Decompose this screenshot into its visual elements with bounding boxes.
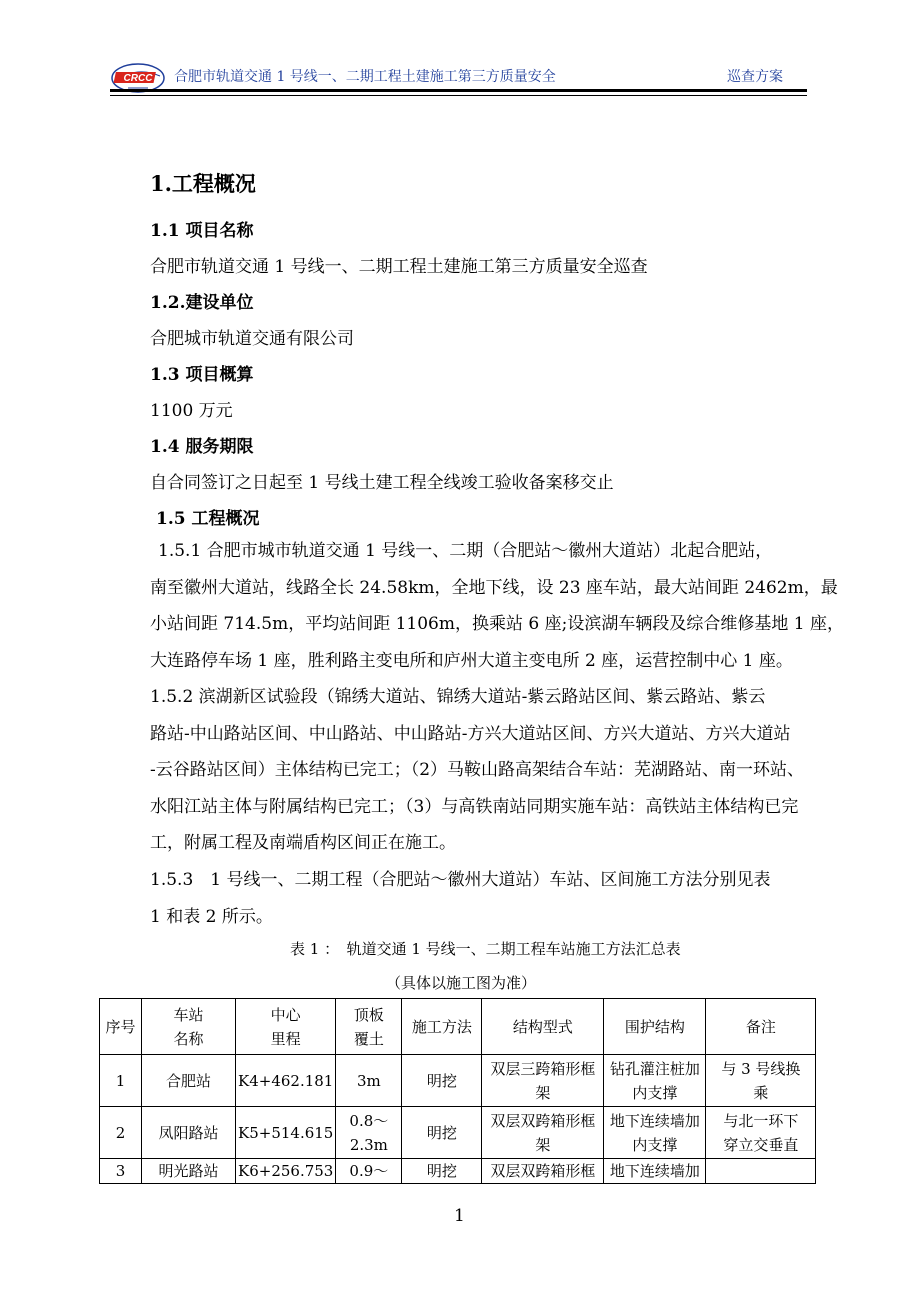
project-name: 合肥市轨道交通 1 号线一、二期工程土建施工第三方质量安全巡查 bbox=[150, 257, 648, 277]
subsection-heading: 1.2.建设单位 bbox=[150, 293, 254, 313]
header-doc-type: 巡查方案 bbox=[727, 69, 783, 85]
station-method-table bbox=[99, 998, 816, 1184]
service-period: 自合同签订之日起至 1 号线土建工程全线竣工验收备案移交止 bbox=[150, 473, 614, 493]
svg-text:CRCC: CRCC bbox=[123, 73, 153, 84]
table-cell: 明挖 bbox=[402, 1055, 482, 1107]
table-cell: 合肥站 bbox=[142, 1055, 236, 1107]
table-cell: 双层三跨箱形框 架 bbox=[482, 1055, 604, 1107]
subsection-heading: 1.1 项目名称 bbox=[150, 221, 254, 241]
table-row bbox=[100, 1107, 816, 1159]
paragraph-line: 大连路停车场 1 座，胜利路主变电所和庐州大道主变电所 2 座，运营控制中心 1 座。 bbox=[150, 650, 793, 671]
table-header-row bbox=[100, 999, 816, 1055]
paragraph-line: 小站间距 714.5m，平均站间距 1106m，换乘站 6 座;设滨湖车辆段及综合维修基地 1 座， bbox=[150, 614, 844, 634]
table-cell: 双层双跨箱形框 bbox=[482, 1159, 604, 1184]
table-cell: K5+514.615 bbox=[236, 1107, 336, 1159]
table-caption: 表 1 ： 轨道交通 1 号线一、二期工程车站施工方法汇总表 bbox=[290, 940, 681, 958]
paragraph-line: 1.5.1 合肥市城市轨道交通 1 号线一、二期（合肥站～徽州大道站）北起合肥站， bbox=[158, 541, 773, 561]
paragraph-1-5-1 bbox=[150, 533, 844, 679]
project-budget: 1100 万元 bbox=[150, 401, 233, 421]
paragraph-line: 路站-中山路站区间、中山路站、中山路站-方兴大道站区间、方兴大道站、方兴大道站 bbox=[150, 723, 791, 744]
table-cell: 钻孔灌注桩加 内支撑 bbox=[604, 1055, 706, 1107]
header-rule-thin bbox=[110, 95, 807, 96]
column-header: 顶板 覆土 bbox=[336, 999, 402, 1055]
section-heading: 1.工程概况 bbox=[150, 171, 256, 196]
table-cell: 与北一环下 穿立交垂直 bbox=[706, 1107, 816, 1159]
table-cell: 2 bbox=[100, 1107, 142, 1159]
column-header: 车站 名称 bbox=[142, 999, 236, 1055]
table-cell: K4+462.181 bbox=[236, 1055, 336, 1107]
table-cell: 0.8～ 2.3m bbox=[336, 1107, 402, 1159]
header-rule bbox=[110, 89, 807, 92]
subsection-heading: 1.3 项目概算 bbox=[150, 365, 254, 385]
table-cell: 3 bbox=[100, 1159, 142, 1184]
table-cell bbox=[706, 1159, 816, 1184]
table-cell: 明挖 bbox=[402, 1159, 482, 1184]
paragraph-line: 南至徽州大道站，线路全长 24.58km，全地下线，设 23 座车站，最大站间距 2462m，最 bbox=[150, 577, 838, 598]
table-cell: 地下连续墙加 内支撑 bbox=[604, 1107, 706, 1159]
paragraph-line: 1.5.3 1 号线一、二期工程（合肥站～徽州大道站）车站、区间施工方法分别见表 bbox=[150, 870, 771, 890]
page-number: 1 bbox=[454, 1206, 465, 1226]
table-cell: 地下连续墙加 bbox=[604, 1159, 706, 1184]
paragraph-1-5-2 bbox=[150, 679, 805, 862]
paragraph-line: 1 和表 2 所示。 bbox=[150, 906, 273, 927]
subsection-heading: 1.5 工程概况 bbox=[156, 509, 260, 529]
paragraph-line: 水阳江站主体与附属结构已完工；（3）与高铁南站同期实施车站：高铁站主体结构已完 bbox=[150, 796, 799, 817]
column-header: 备注 bbox=[706, 999, 816, 1055]
paragraph-1-5-3 bbox=[150, 862, 771, 935]
paragraph-line: 1.5.2 滨湖新区试验段（锦绣大道站、锦绣大道站-紫云路站区间、紫云路站、紫云 bbox=[150, 687, 766, 707]
table-row bbox=[100, 1159, 816, 1184]
table-cell: 明光路站 bbox=[142, 1159, 236, 1184]
table-subcaption: （具体以施工图为准） bbox=[386, 974, 537, 992]
construction-unit: 合肥城市轨道交通有限公司 bbox=[150, 329, 354, 349]
column-header: 序号 bbox=[100, 999, 142, 1055]
table-cell: 与 3 号线换 乘 bbox=[706, 1055, 816, 1107]
page-header bbox=[110, 58, 807, 98]
header-title: 合肥市轨道交通 1 号线一、二期工程土建施工第三方质量安全 bbox=[174, 69, 556, 85]
table-row bbox=[100, 1055, 816, 1107]
table-cell: 凤阳路站 bbox=[142, 1107, 236, 1159]
subsection-heading: 1.4 服务期限 bbox=[150, 437, 254, 457]
column-header: 中心 里程 bbox=[236, 999, 336, 1055]
column-header: 围护结构 bbox=[604, 999, 706, 1055]
column-header: 施工方法 bbox=[402, 999, 482, 1055]
table-cell: 双层双跨箱形框 架 bbox=[482, 1107, 604, 1159]
table-cell: 明挖 bbox=[402, 1107, 482, 1159]
table-cell: 1 bbox=[100, 1055, 142, 1107]
table-cell: K6+256.753 bbox=[236, 1159, 336, 1184]
paragraph-line: 工，附属工程及南端盾构区间正在施工。 bbox=[150, 833, 456, 853]
column-header: 结构型式 bbox=[482, 999, 604, 1055]
paragraph-line: -云谷路站区间）主体结构已完工；（2）马鞍山路高架结合车站：芜湖路站、南一环站、 bbox=[150, 760, 805, 780]
table-cell: 0.9～ bbox=[336, 1159, 402, 1184]
table-cell: 3m bbox=[336, 1055, 402, 1107]
